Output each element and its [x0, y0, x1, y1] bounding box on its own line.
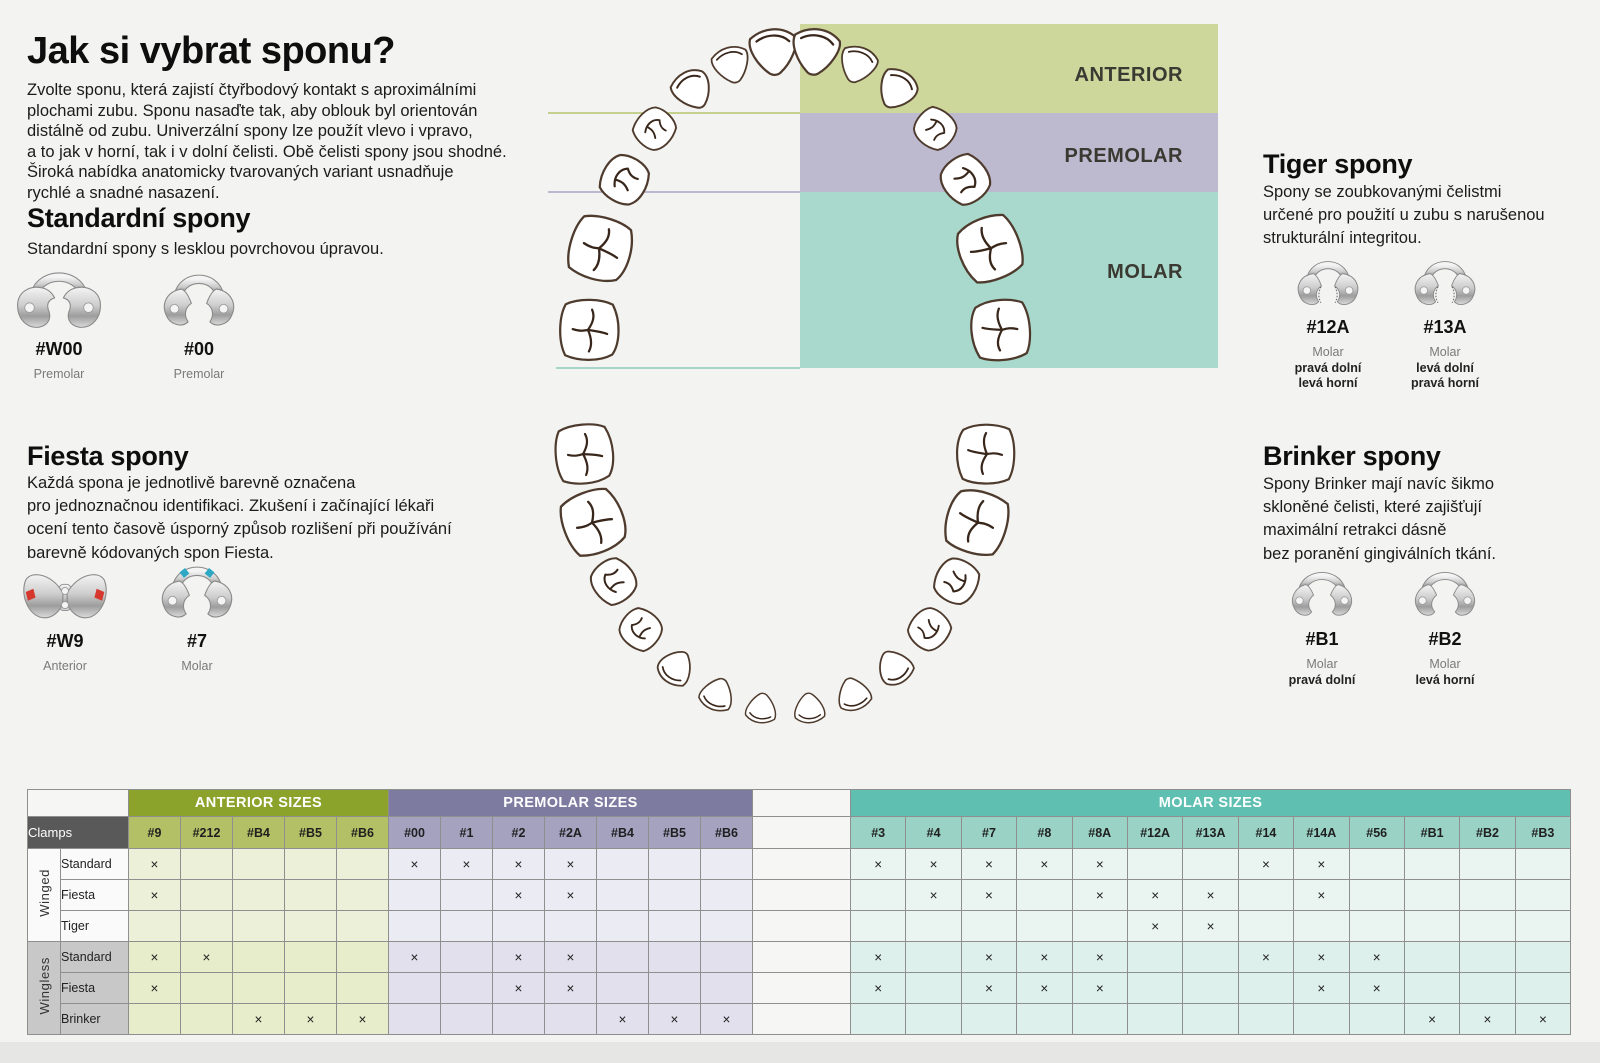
availability-cell	[649, 911, 701, 942]
availability-cell	[181, 880, 233, 911]
premolar-zone-label: PREMOLAR	[1064, 145, 1183, 167]
text-line: ocení tento časově úsporný způsob rozlišení při používání	[27, 520, 452, 539]
availability-cell	[233, 849, 285, 880]
clamp-wing-group-label	[28, 942, 61, 1035]
availability-cell	[1460, 849, 1515, 880]
size-column-header: #8A	[1072, 817, 1127, 849]
clamp-type-label: Brinker	[61, 1004, 129, 1035]
availability-cell	[389, 911, 441, 942]
availability-cell	[337, 849, 389, 880]
availability-cell	[1238, 1004, 1293, 1035]
availability-cell	[649, 942, 701, 973]
availability-cell	[441, 973, 493, 1004]
availability-cell: ×	[1238, 942, 1293, 973]
spacer-cell	[28, 790, 129, 817]
availability-cell	[389, 1004, 441, 1035]
size-column-header: #9	[129, 817, 181, 849]
availability-cell	[1349, 911, 1404, 942]
availability-cell: ×	[1072, 849, 1127, 880]
size-column-header: #8	[1017, 817, 1072, 849]
availability-cell	[181, 911, 233, 942]
availability-cell: ×	[1017, 973, 1072, 1004]
size-column-header: #7	[961, 817, 1016, 849]
clamp-position-label: Anterior	[43, 659, 87, 673]
text-line: strukturální integritou.	[1263, 229, 1422, 248]
availability-cell: ×	[389, 942, 441, 973]
column-group-header: MOLAR SIZES	[851, 790, 1571, 817]
group-label-text: Winged	[36, 868, 52, 917]
availability-cell	[1515, 911, 1570, 942]
availability-cell	[906, 942, 961, 973]
availability-cell: ×	[233, 1004, 285, 1035]
size-column-header: #B3	[1515, 817, 1570, 849]
availability-cell: ×	[1294, 849, 1349, 880]
clamp-card-12a	[1272, 252, 1384, 390]
availability-cell	[233, 973, 285, 1004]
availability-cell: ×	[961, 849, 1016, 880]
availability-cell	[285, 911, 337, 942]
size-column-header: #212	[181, 817, 233, 849]
availability-cell	[493, 1004, 545, 1035]
availability-cell: ×	[1072, 942, 1127, 973]
size-column-header: #14A	[1294, 817, 1349, 849]
availability-cell: ×	[129, 880, 181, 911]
availability-cell: ×	[389, 849, 441, 880]
clamp-type-label: Standard	[61, 942, 129, 973]
availability-cell	[1238, 911, 1293, 942]
brinker-section-text	[1263, 473, 1496, 566]
availability-cell	[1460, 942, 1515, 973]
brinker-clamp-illustration	[1284, 564, 1360, 626]
availability-cell	[181, 973, 233, 1004]
availability-cell	[181, 849, 233, 880]
availability-cell: ×	[961, 880, 1016, 911]
clamp-card-7	[141, 556, 253, 673]
availability-cell	[1183, 942, 1238, 973]
clamp-position-label: Molar	[1312, 345, 1344, 359]
molar-clamp-illustration	[153, 556, 241, 628]
availability-cell: ×	[1349, 942, 1404, 973]
text-line: levá horní	[1415, 673, 1475, 687]
size-column-header: #B5	[649, 817, 701, 849]
availability-cell	[701, 911, 753, 942]
availability-cell	[597, 911, 649, 942]
availability-cell	[701, 849, 753, 880]
availability-cell	[129, 1004, 181, 1035]
fiesta-section-text	[27, 472, 452, 565]
availability-cell: ×	[493, 880, 545, 911]
availability-cell: ×	[545, 849, 597, 880]
size-column-header: #13A	[1183, 817, 1238, 849]
availability-cell: ×	[1183, 911, 1238, 942]
availability-cell	[851, 1004, 906, 1035]
availability-cell: ×	[851, 942, 906, 973]
availability-cell: ×	[1072, 973, 1127, 1004]
availability-cell	[701, 973, 753, 1004]
availability-cell	[649, 973, 701, 1004]
text-line: Každá spona je jednotlivě barevně označena	[27, 474, 356, 492]
availability-cell	[1017, 880, 1072, 911]
clamp-card-b1	[1266, 564, 1378, 688]
availability-cell	[389, 973, 441, 1004]
intro-paragraph	[27, 80, 507, 204]
clamp-position-label: Molar	[1429, 345, 1461, 359]
clamp-id: #W00	[35, 339, 83, 359]
size-column-header: #56	[1349, 817, 1404, 849]
tooth-arch-diagram	[528, 15, 1228, 730]
clamp-id: #B2	[1428, 629, 1462, 649]
availability-cell	[1072, 1004, 1127, 1035]
spacer-cell	[753, 790, 851, 817]
clamp-usage-lines	[1272, 361, 1384, 390]
size-column-header: #B2	[1460, 817, 1515, 849]
availability-cell	[1238, 973, 1293, 1004]
availability-cell: ×	[1294, 973, 1349, 1004]
availability-cell: ×	[1515, 1004, 1570, 1035]
availability-cell	[285, 942, 337, 973]
availability-cell: ×	[181, 942, 233, 973]
availability-cell: ×	[493, 973, 545, 1004]
availability-cell	[1017, 911, 1072, 942]
availability-cell	[851, 880, 906, 911]
text-line: plochami zubu. Sponu nasaďte tak, aby oblouk byl orientován	[27, 101, 478, 120]
availability-cell: ×	[1017, 942, 1072, 973]
availability-cell: ×	[1183, 880, 1238, 911]
availability-cell	[441, 880, 493, 911]
column-group-header: ANTERIOR SIZES	[129, 790, 389, 817]
availability-cell	[1127, 1004, 1182, 1035]
availability-cell	[545, 1004, 597, 1035]
butterfly-clamp-illustration	[21, 556, 109, 628]
availability-cell	[1183, 849, 1238, 880]
availability-cell	[233, 880, 285, 911]
availability-cell	[285, 880, 337, 911]
footer-strip	[0, 1042, 1600, 1063]
clamp-id: #13A	[1423, 317, 1467, 337]
spacer-cell	[753, 1004, 851, 1035]
clamp-position-label: Premolar	[173, 367, 225, 381]
availability-cell	[233, 911, 285, 942]
availability-cell	[906, 911, 961, 942]
text-line: a to jak v horní, tak i v dolní čelisti. Obě čelisti spony jsou shodné.	[27, 142, 507, 161]
availability-cell	[441, 911, 493, 942]
availability-cell: ×	[1294, 880, 1349, 911]
clamp-id: #12A	[1306, 317, 1350, 337]
availability-cell	[337, 911, 389, 942]
size-column-header: #B5	[285, 817, 337, 849]
availability-cell	[337, 942, 389, 973]
tiger-clamp-illustration	[1290, 252, 1366, 314]
clamp-wing-group-label	[28, 849, 61, 942]
column-group-header: PREMOLAR SIZES	[389, 790, 753, 817]
clamp-card-13a	[1389, 252, 1501, 390]
availability-cell	[961, 1004, 1016, 1035]
spacer-cell	[753, 911, 851, 942]
tiger-section-title: Tiger spony	[1263, 149, 1413, 179]
clamp-id: #B1	[1305, 629, 1339, 649]
availability-cell	[545, 911, 597, 942]
text-line: Zvolte sponu, která zajistí čtyřbodový kontakt s aproximálními	[27, 81, 477, 99]
availability-cell: ×	[129, 973, 181, 1004]
clamp-id: #W9	[46, 631, 84, 651]
availability-cell	[1404, 849, 1459, 880]
size-column-header: #00	[389, 817, 441, 849]
text-line: Standardní spony s lesklou povrchovou úpravou.	[27, 240, 384, 258]
size-column-header: #3	[851, 817, 906, 849]
text-line: barevně kódovaných spon Fiesta.	[27, 543, 274, 562]
availability-cell: ×	[1460, 1004, 1515, 1035]
spacer-cell	[753, 973, 851, 1004]
availability-cell	[597, 880, 649, 911]
clamp-position-label: Molar	[1306, 657, 1338, 671]
clamp-card-b2	[1389, 564, 1501, 688]
availability-cell	[233, 942, 285, 973]
availability-cell: ×	[545, 973, 597, 1004]
availability-cell	[1515, 973, 1570, 1004]
availability-cell	[1515, 880, 1570, 911]
availability-cell	[906, 973, 961, 1004]
availability-cell	[1515, 849, 1570, 880]
availability-cell: ×	[961, 973, 1016, 1004]
page-title: Jak si vybrat sponu?	[27, 30, 396, 72]
availability-cell	[1404, 973, 1459, 1004]
text-line: rychlé a snadné nasazení.	[27, 183, 220, 202]
text-line: levá horní	[1298, 375, 1358, 390]
fiesta-section-title: Fiesta spony	[27, 441, 189, 471]
size-column-header: #2	[493, 817, 545, 849]
availability-cell	[389, 880, 441, 911]
group-label-text: Wingless	[36, 956, 52, 1015]
spacer-cell	[753, 880, 851, 911]
winged-clamp-illustration	[15, 264, 103, 336]
availability-cell: ×	[1294, 942, 1349, 973]
availability-cell	[285, 849, 337, 880]
availability-cell: ×	[1072, 880, 1127, 911]
availability-cell: ×	[597, 1004, 649, 1035]
clamp-type-label: Tiger	[61, 911, 129, 942]
text-line: distálně od zubu. Univerzální spony lze použít vlevo i vpravo,	[27, 122, 473, 141]
availability-cell	[701, 942, 753, 973]
availability-cell	[1127, 973, 1182, 1004]
availability-cell: ×	[1127, 911, 1182, 942]
tiger-section-text	[1263, 181, 1545, 251]
availability-cell	[701, 880, 753, 911]
text-line: pravá dolní	[1288, 673, 1356, 687]
availability-cell	[1183, 973, 1238, 1004]
availability-cell	[441, 1004, 493, 1035]
size-column-header: #B6	[337, 817, 389, 849]
clamp-type-label: Fiesta	[61, 880, 129, 911]
size-column-header: #12A	[1127, 817, 1182, 849]
availability-cell	[649, 849, 701, 880]
availability-cell	[1183, 1004, 1238, 1035]
spacer-cell	[753, 849, 851, 880]
availability-cell: ×	[129, 849, 181, 880]
clamp-position-label: Molar	[181, 659, 213, 673]
brinker-section-title: Brinker spony	[1263, 441, 1441, 471]
clamp-card-w00	[3, 264, 115, 381]
size-column-header: #B6	[701, 817, 753, 849]
availability-cell: ×	[129, 942, 181, 973]
availability-cell	[1404, 942, 1459, 973]
availability-cell: ×	[1017, 849, 1072, 880]
availability-cell: ×	[441, 849, 493, 880]
availability-cell: ×	[545, 880, 597, 911]
availability-cell	[1238, 880, 1293, 911]
text-line: skloněné čelisti, které zajišťují	[1263, 498, 1482, 517]
availability-cell	[129, 911, 181, 942]
clamp-id: #00	[183, 339, 215, 359]
availability-cell	[493, 911, 545, 942]
availability-cell	[1460, 973, 1515, 1004]
size-column-header: #4	[906, 817, 961, 849]
clamp-id: #7	[186, 631, 208, 651]
clamp-card-00	[143, 264, 255, 381]
standard-section-title: Standardní spony	[27, 203, 251, 233]
availability-cell: ×	[1404, 1004, 1459, 1035]
availability-cell: ×	[906, 880, 961, 911]
tiger-clamp-illustration	[1407, 252, 1483, 314]
availability-cell: ×	[906, 849, 961, 880]
molar-zone-label: MOLAR	[1107, 261, 1183, 283]
size-column-header: #B4	[233, 817, 285, 849]
availability-cell: ×	[545, 942, 597, 973]
availability-cell	[1072, 911, 1127, 942]
clamp-type-label: Standard	[61, 849, 129, 880]
text-line: pravá horní	[1410, 375, 1480, 390]
availability-cell	[1294, 911, 1349, 942]
availability-cell	[181, 1004, 233, 1035]
size-column-header: #1	[441, 817, 493, 849]
availability-cell	[1349, 1004, 1404, 1035]
text-line: pro jednoznačnou identifikaci. Zkušení i začínající lékaři	[27, 497, 435, 516]
clamp-usage-lines	[1266, 673, 1378, 688]
text-line: Spony Brinker mají navíc šikmo	[1263, 475, 1495, 493]
text-line: maximální retrakci dásně	[1263, 521, 1447, 540]
clamp-usage-lines	[1389, 361, 1501, 390]
text-line: pravá dolní	[1294, 361, 1362, 375]
text-line: určené pro použití u zubu s narušenou	[1263, 206, 1545, 225]
availability-cell	[1515, 942, 1570, 973]
availability-cell: ×	[493, 849, 545, 880]
availability-cell	[441, 942, 493, 973]
table-corner-label: Clamps	[28, 817, 129, 849]
spacer-cell	[753, 942, 851, 973]
size-column-header: #B4	[597, 817, 649, 849]
lower-arch	[554, 423, 1016, 724]
text-line: levá dolní	[1416, 361, 1474, 375]
wingless-clamp-illustration	[155, 264, 243, 336]
availability-cell	[1349, 880, 1404, 911]
spacer-cell	[753, 817, 851, 849]
clamp-position-label: Molar	[1429, 657, 1461, 671]
size-column-header: #14	[1238, 817, 1293, 849]
availability-cell	[1017, 1004, 1072, 1035]
clamp-card-w9	[9, 556, 121, 673]
size-column-header: #2A	[545, 817, 597, 849]
availability-cell	[597, 942, 649, 973]
text-line: bez poranění gingiválních tkání.	[1263, 544, 1496, 563]
availability-cell	[1404, 880, 1459, 911]
clamp-position-label: Premolar	[33, 367, 85, 381]
availability-cell	[961, 911, 1016, 942]
availability-cell	[1404, 911, 1459, 942]
availability-cell: ×	[701, 1004, 753, 1035]
standard-section-text	[27, 239, 384, 260]
availability-cell	[1127, 849, 1182, 880]
availability-cell: ×	[493, 942, 545, 973]
availability-cell	[285, 973, 337, 1004]
text-line: Spony se zoubkovanými čelistmi	[1263, 183, 1502, 201]
availability-cell	[851, 911, 906, 942]
availability-cell: ×	[649, 1004, 701, 1035]
availability-cell	[1349, 849, 1404, 880]
availability-cell	[1294, 1004, 1349, 1035]
availability-cell: ×	[285, 1004, 337, 1035]
availability-cell	[1127, 942, 1182, 973]
availability-cell	[597, 973, 649, 1004]
availability-cell: ×	[961, 942, 1016, 973]
availability-cell	[906, 1004, 961, 1035]
text-line: Široká nabídka anatomicky tvarovaných variant usnadňuje	[27, 163, 454, 182]
availability-cell: ×	[1127, 880, 1182, 911]
availability-cell	[649, 880, 701, 911]
availability-cell: ×	[851, 849, 906, 880]
availability-cell	[1460, 880, 1515, 911]
availability-cell: ×	[851, 973, 906, 1004]
availability-cell	[1460, 911, 1515, 942]
size-column-header: #B1	[1404, 817, 1459, 849]
availability-cell: ×	[1238, 849, 1293, 880]
availability-cell	[337, 973, 389, 1004]
availability-cell	[597, 849, 649, 880]
availability-cell: ×	[337, 1004, 389, 1035]
availability-cell: ×	[1349, 973, 1404, 1004]
clamp-usage-lines	[1389, 673, 1501, 688]
clamp-type-label: Fiesta	[61, 973, 129, 1004]
availability-cell	[337, 880, 389, 911]
anterior-zone-label: ANTERIOR	[1074, 64, 1183, 86]
brinker-clamp-illustration	[1407, 564, 1483, 626]
clamp-size-table-container	[27, 789, 1571, 1035]
clamp-size-table	[27, 789, 1571, 1035]
